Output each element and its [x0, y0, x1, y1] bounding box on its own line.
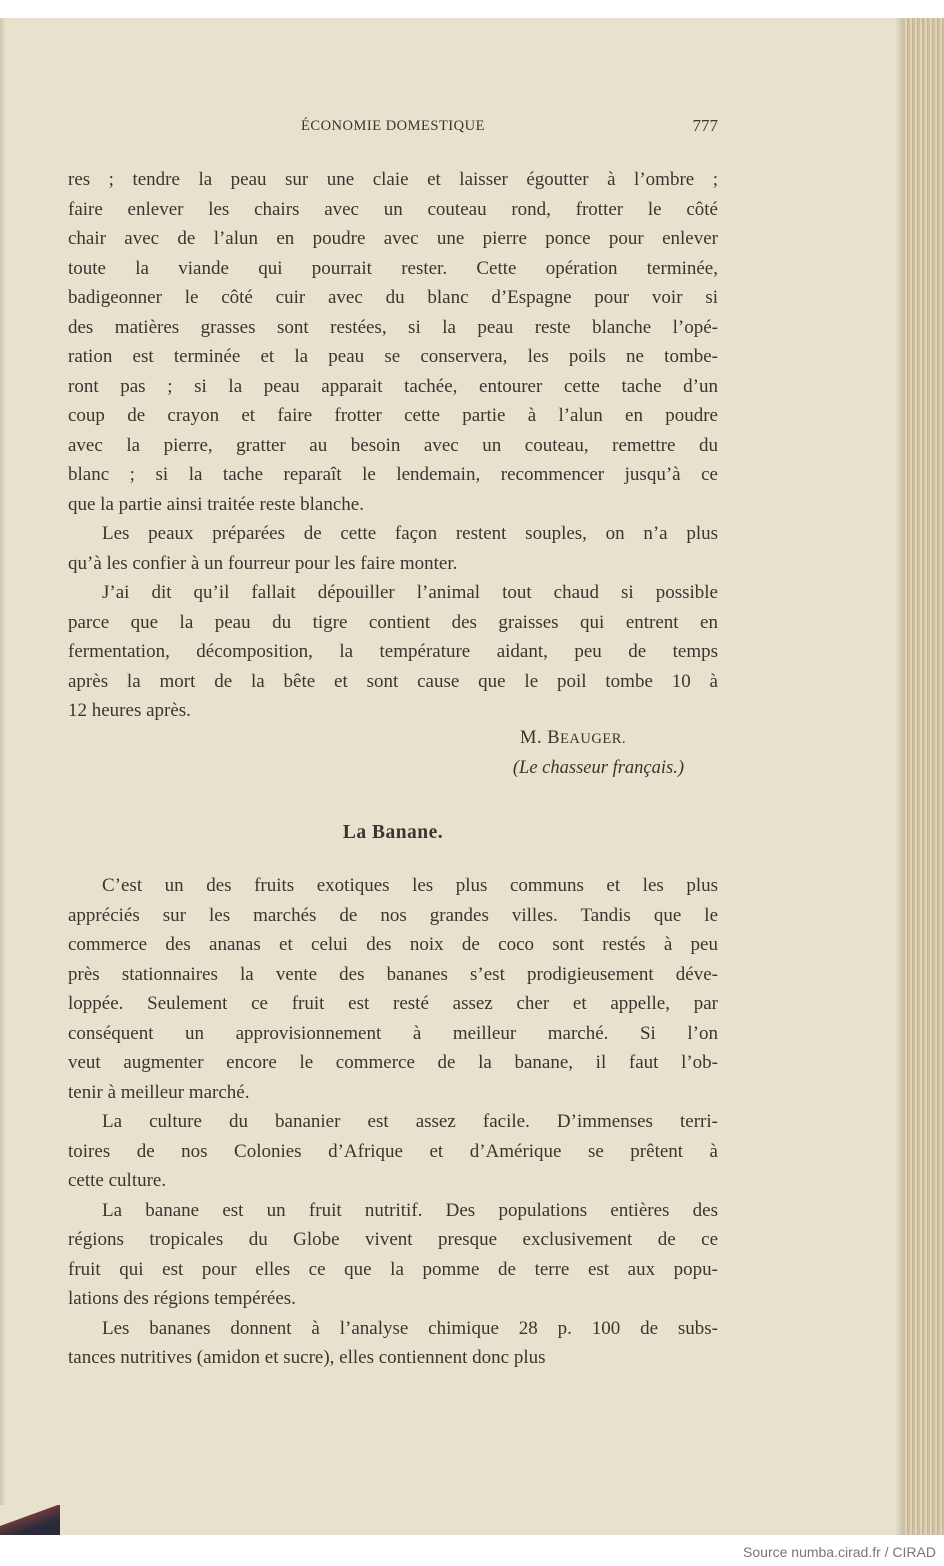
text-line: après la mort de la bête et sont cause que le poil tombe 10 à	[68, 670, 718, 692]
paragraph	[68, 165, 718, 519]
text-line: tances nutritives (amidon et sucre), elles contiennent donc plus	[68, 1347, 546, 1368]
paragraph	[68, 519, 718, 578]
book-cover-corner	[0, 1505, 60, 1535]
text-line: régions tropicales du Globe vivent presque exclusivement de ce	[68, 1229, 718, 1250]
section-title: La Banane.	[342, 822, 444, 843]
signature-initial: M. B	[520, 728, 561, 748]
signature-surname: EAUGER.	[560, 731, 626, 747]
text-line: ration est terminée et la peau se conservera, les poils ne tombe-	[68, 346, 718, 367]
text-line: fermentation, décomposition, la température aidant, peu de temps	[68, 641, 718, 662]
text-line: C’est un des fruits exotiques les plus communs et les plus	[102, 875, 718, 896]
text-line: loppée. Seulement ce fruit est resté assez cher et appelle, par	[68, 993, 718, 1014]
signature-source: (Le chasseur français.)	[512, 758, 684, 778]
text-line: Les peaux préparées de cette façon restent souples, on n’a plus	[102, 523, 718, 544]
text-line: badigeonner le côté cuir avec du blanc d’Espagne pour voir si	[68, 287, 718, 308]
text-line: toute la viande qui pourrait rester. Cette opération terminée,	[68, 257, 718, 279]
text-line: qu’à les confier à un fourreur pour les faire monter.	[68, 552, 458, 574]
text-line: appréciés sur les marchés de nos grandes villes. Tandis que le	[68, 904, 718, 926]
text-line: veut augmenter encore le commerce de la banane, il faut l’ob-	[68, 1052, 718, 1073]
text-line: conséquent un approvisionnement à meilleur marché. Si l’on	[68, 1022, 718, 1044]
text-line: res ; tendre la peau sur une claie et laisser égoutter à l’ombre ;	[68, 169, 718, 190]
text-line: faire enlever les chairs avec un couteau rond, frotter le côté	[68, 198, 718, 220]
text-line: tenir à meilleur marché.	[68, 1081, 250, 1103]
text-line: 12 heures après.	[68, 700, 191, 721]
text-line: toires de nos Colonies d’Afrique et d’Amérique se prêtent à	[68, 1140, 718, 1162]
source-credit: Source numba.cirad.fr / CIRAD	[743, 1544, 936, 1560]
text-line: près stationnaires la vente des bananes s’est prodigieusement déve-	[68, 963, 718, 985]
text-line: des matières grasses sont restées, si la peau reste blanche l’opé-	[68, 316, 718, 338]
paragraph	[68, 578, 718, 726]
text-line: J’ai dit qu’il fallait dépouiller l’animal tout chaud si possible	[102, 582, 718, 603]
text-line: Les bananes donnent à l’analyse chimique 28 p. 100 de subs-	[102, 1317, 718, 1339]
text-line: blanc ; si la tache reparaît le lendemain, recommencer jusqu’à ce	[68, 464, 718, 485]
text-part-2	[68, 871, 718, 1373]
text-line: lations des régions tempérées.	[68, 1288, 296, 1309]
page-edge	[0, 18, 6, 1535]
text-line: coup de crayon et faire frotter cette partie à l’alun en poudre	[68, 405, 718, 426]
text-part-1	[68, 165, 718, 726]
text-line: cette culture.	[68, 1170, 167, 1191]
signature-author	[380, 728, 626, 749]
page-stack-edge	[903, 18, 944, 1535]
text-line: La banane est un fruit nutritif. Des populations entières des	[102, 1199, 718, 1221]
text-line: La culture du bananier est assez facile. D’immenses terri-	[102, 1111, 718, 1132]
text-line: commerce des ananas et celui des noix de coco sont restés à peu	[68, 934, 718, 955]
text-line: chair avec de l’alun en poudre avec une pierre ponce pour enlever	[68, 228, 718, 249]
text-line: avec la pierre, gratter au besoin avec un couteau, remettre du	[68, 434, 718, 456]
paragraph	[68, 1196, 718, 1314]
text-line: ront pas ; si la peau apparait tachée, entourer cette tache d’un	[68, 375, 718, 397]
running-title: ÉCONOMIE DOMESTIQUE	[301, 118, 485, 134]
paragraph	[68, 1314, 718, 1373]
text-line: fruit qui est pour elles ce que la pomme de terre est aux popu-	[68, 1258, 718, 1280]
text-line: parce que la peau du tigre contient des graisses qui entrent en	[68, 611, 718, 633]
page-number: 777	[692, 116, 718, 135]
paragraph	[68, 871, 718, 1107]
paragraph	[68, 1107, 718, 1196]
text-line: que la partie ainsi traitée reste blanche.	[68, 493, 364, 515]
